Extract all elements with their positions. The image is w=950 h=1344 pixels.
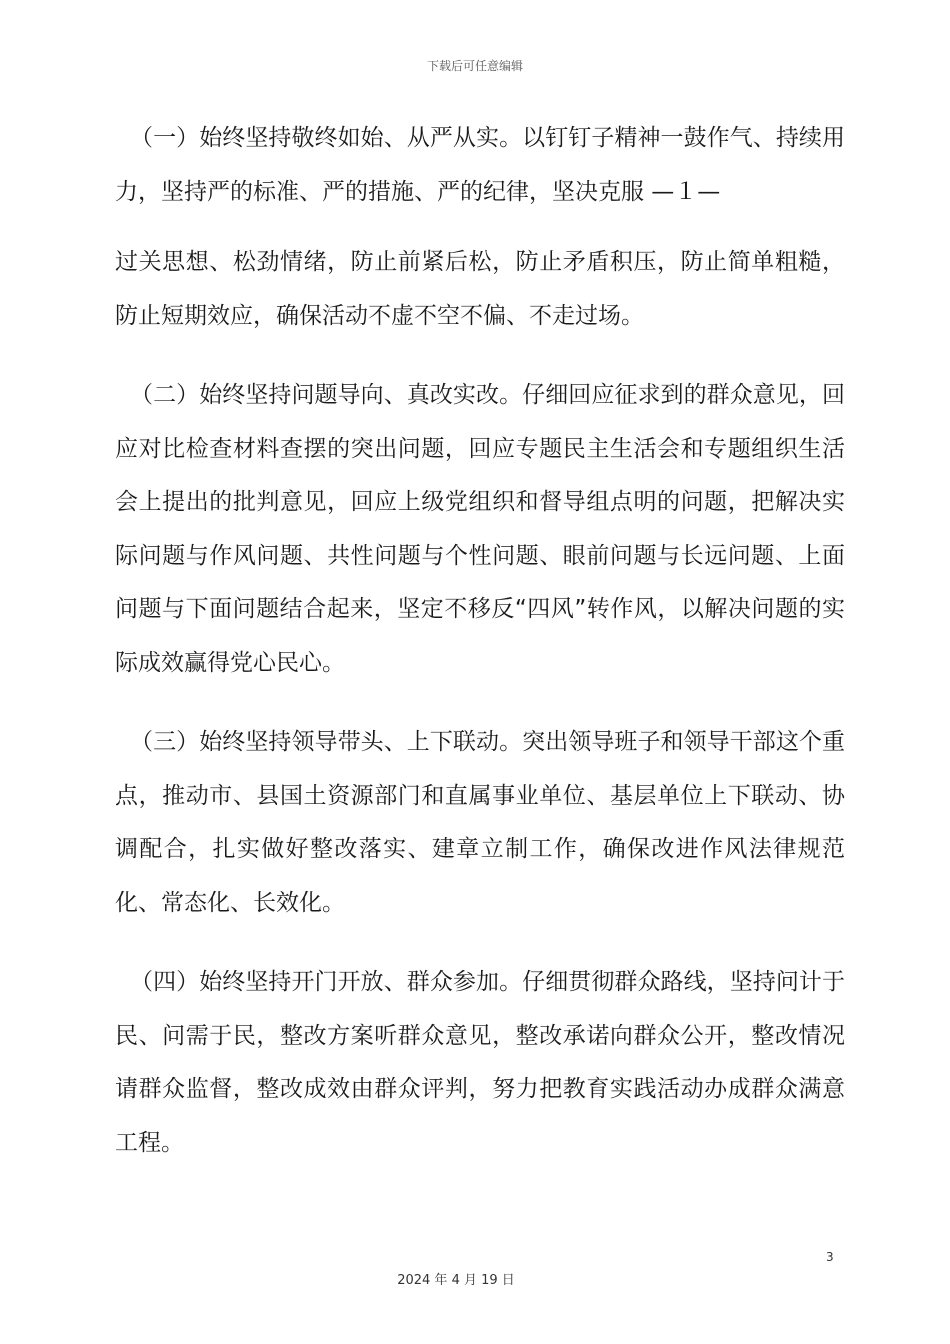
document-body: [115, 112, 845, 1170]
paragraph-1-continued: 过关思想、松劲情绪，防止前紧后松，防止矛盾积压，防止简单粗糙，防止短期效应，确保活动不虚不空不偏、不走过场。: [115, 249, 845, 329]
header-note: 下载后可任意编辑: [426, 59, 523, 73]
paragraph-3: （三）始终坚持领导带头、上下联动。突出领导班子和领导干部这个重点，推动市、县国土资源部门和直属事业单位、基层单位上下联动、协调配合，扎实做好整改落实、建章立制工作，确保改进作风法律规范化、常态化、长效化。: [115, 729, 845, 916]
page-number: 3: [826, 1250, 834, 1264]
paragraph-1: （一）始终坚持敬终如始、从严从实。以钉钉子精神一鼓作气、持续用力，坚持严的标准、严的措施、严的纪律，坚决克服 —１—: [115, 125, 845, 205]
paragraph-2: （二）始终坚持问题导向、真改实改。仔细回应征求到的群众意见，回应对比检查材料查摆的突出问题，回应专题民主生活会和专题组织生活会上提出的批判意见，回应上级党组织和督导组点明的问题，把解决实际问题与作风问题、共性问题与个性问题、眼前问题与长远问题、上面问题与下面问题结合起来，坚定不移反“四风”转作风，以解决问题的实际成效赢得党心民心。: [115, 382, 845, 676]
paragraph-4: （四）始终坚持开门开放、群众参加。仔细贯彻群众路线，坚持问计于民、问需于民，整改方案听群众意见，整改承诺向群众公开，整改情况请群众监督，整改成效由群众评判，努力把教育实践活动办成群众满意工程。: [115, 969, 845, 1156]
footer-date: 2024 年 4 月 19 日: [397, 1273, 515, 1288]
